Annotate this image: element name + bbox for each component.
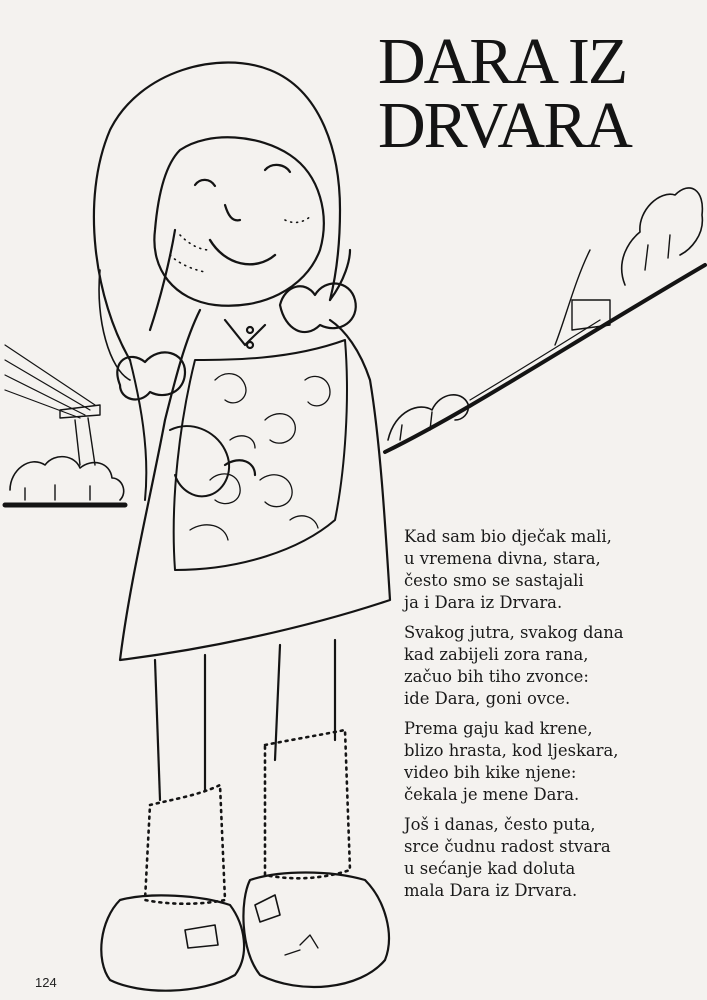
stanza-2 [404, 622, 704, 710]
poem-line: Još i danas, često puta, [404, 815, 596, 834]
poem-line: u sećanje kad doluta [404, 859, 576, 878]
stanza-1 [404, 526, 704, 614]
stanza-4 [404, 814, 704, 902]
face [154, 137, 323, 305]
poem-line: mala Dara iz Drvara. [404, 881, 578, 900]
hair [94, 63, 350, 501]
page-number: 124 [35, 975, 57, 990]
poem-line: srce čudnu radost stvara [404, 837, 611, 856]
poem-line: video bih kike njene: [404, 763, 577, 782]
shoes [101, 873, 389, 991]
poem-line: Prema gaju kad krene, [404, 719, 593, 738]
title-line-2: DRVARA [378, 89, 631, 162]
poem-line: često smo se sastajali [404, 571, 584, 590]
stanza-3 [404, 718, 704, 806]
poem-line: u vremena divna, stara, [404, 549, 601, 568]
poem-line: začuo bih tiho zvonce: [404, 667, 589, 686]
poem-line: kad zabijeli zora rana, [404, 645, 589, 664]
left-landscape [5, 345, 125, 505]
poem-text [404, 526, 704, 910]
hair-bows [117, 284, 355, 400]
title-line-1: DARA IZ [378, 25, 627, 98]
poem-line: Svakog jutra, svakog dana [404, 623, 624, 642]
poem-line: Kad sam bio dječak mali, [404, 527, 612, 546]
dress [120, 310, 390, 660]
legs [145, 640, 350, 904]
poem-line: ja i Dara iz Drvara. [404, 593, 563, 612]
poem-line: blizo hrasta, kod ljeskara, [404, 741, 619, 760]
poem-line: čekala je mene Dara. [404, 785, 580, 804]
poem-title [378, 25, 698, 162]
right-landscape [385, 188, 705, 452]
poem-line: ide Dara, goni ovce. [404, 689, 571, 708]
